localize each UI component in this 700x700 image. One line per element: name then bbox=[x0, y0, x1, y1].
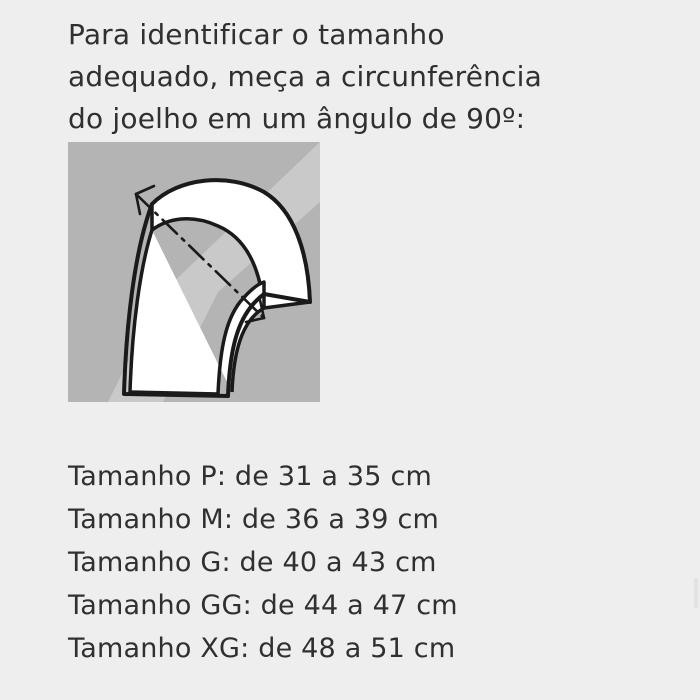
size-item-p: Tamanho P: de 31 a 35 cm bbox=[68, 461, 432, 492]
knee-diagram-svg bbox=[68, 142, 320, 402]
size-item-xg: Tamanho XG: de 48 a 51 cm bbox=[68, 633, 456, 664]
size-item-gg: Tamanho GG: de 44 a 47 cm bbox=[68, 590, 458, 621]
instruction-line-2: adequado, meça a circunferência bbox=[68, 60, 542, 93]
page-edge-mark bbox=[694, 578, 698, 608]
size-item-g: Tamanho G: de 40 a 43 cm bbox=[68, 547, 437, 578]
instruction-text bbox=[68, 14, 632, 140]
knee-measurement-diagram bbox=[68, 142, 320, 402]
size-list bbox=[68, 455, 668, 670]
instruction-line-3: do joelho em um ângulo de 90º: bbox=[68, 102, 526, 135]
instruction-line-1: Para identificar o tamanho bbox=[68, 18, 445, 51]
size-item-m: Tamanho M: de 36 a 39 cm bbox=[68, 504, 440, 535]
